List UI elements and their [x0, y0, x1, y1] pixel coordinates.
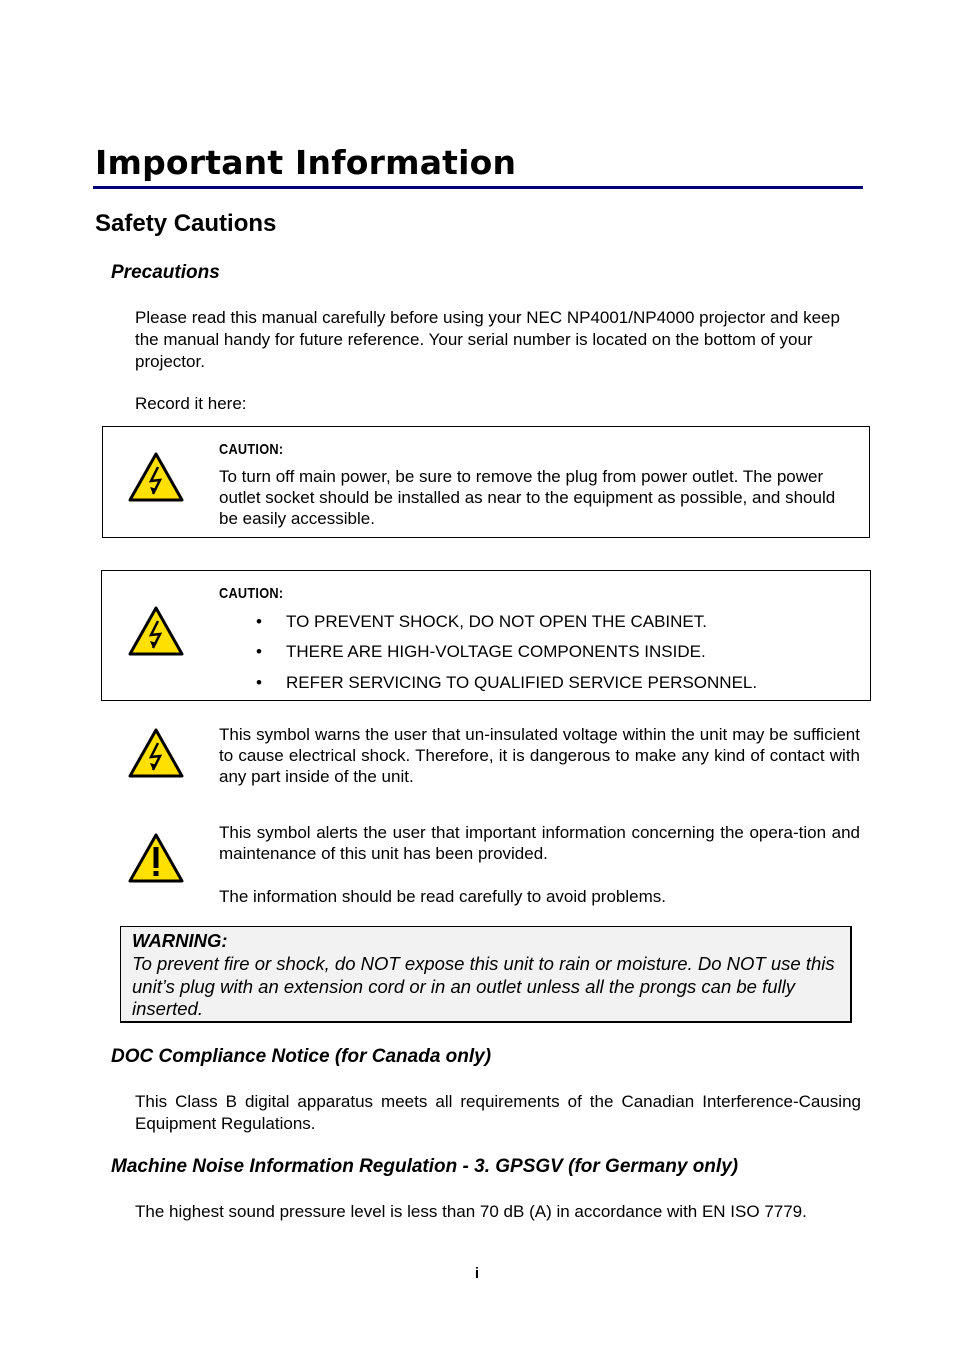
- warning-text: To prevent fire or shock, do NOT expose this unit to rain or moisture. Do NOT use this unit’s plug with an extension cord or in an outlet unless all the prongs can be fully inserted.: [132, 953, 835, 1019]
- alert-symbol-note: The information should be read carefully to avoid problems.: [219, 887, 666, 906]
- noise-heading: Machine Noise Information Regulation - 3. GPSGV (for Germany only): [111, 1156, 739, 1177]
- section-heading: Safety Cautions: [95, 210, 277, 237]
- exclamation-warning-icon: [127, 832, 185, 884]
- alert-symbol-text: This symbol alerts the user that important information concerning the opera-tion and maintenance of this unit has been provided.: [219, 823, 860, 863]
- electric-hazard-icon: [127, 451, 185, 503]
- electric-hazard-icon: [127, 727, 185, 779]
- page-number: i: [474, 1265, 480, 1282]
- warning-box: [120, 926, 852, 1023]
- bullet-text: THERE ARE HIGH-VOLTAGE COMPONENTS INSIDE.: [286, 642, 706, 661]
- caution-label: CAUTION:: [219, 585, 284, 602]
- electric-hazard-icon: [127, 605, 185, 657]
- precautions-paragraph: Please read this manual carefully before using your NEC NP4001/NP4000 projector and keep the manual handy for future reference. Your serial number is located on the bottom of your projector.: [135, 308, 840, 371]
- doc-text: This Class B digital apparatus meets all requirements of the Canadian Interference-Causing Equipment Regulations.: [135, 1092, 861, 1133]
- bullet-dot: •: [256, 673, 262, 692]
- bullet-dot: •: [256, 612, 262, 631]
- warning-label: WARNING:: [132, 930, 228, 951]
- precautions-heading: Precautions: [111, 262, 220, 283]
- voltage-symbol-text: This symbol warns the user that un-insulated voltage within the unit may be sufficient to cause electrical shock. Therefore, it is dangerous to make any kind of contact with any part inside of the unit.: [219, 725, 860, 786]
- title-rule: [93, 186, 863, 189]
- caution-label: CAUTION:: [219, 441, 284, 458]
- doc-heading: DOC Compliance Notice (for Canada only): [111, 1046, 492, 1067]
- noise-text: The highest sound pressure level is less than 70 dB (A) in accordance with EN ISO 7779.: [135, 1202, 807, 1221]
- record-it-here: Record it here:: [135, 394, 247, 413]
- caution-box-shock: [101, 570, 871, 701]
- caution-text: To turn off main power, be sure to remove the plug from power outlet. The power outlet socket should be installed as near to the equipment as possible, and should be easily accessible.: [219, 467, 836, 528]
- page-title: Important Information: [95, 143, 517, 182]
- bullet-dot: •: [256, 642, 262, 661]
- bullet-text: REFER SERVICING TO QUALIFIED SERVICE PERSONNEL.: [286, 673, 758, 692]
- caution-box-power: [102, 426, 870, 538]
- bullet-text: TO PREVENT SHOCK, DO NOT OPEN THE CABINET.: [286, 612, 707, 631]
